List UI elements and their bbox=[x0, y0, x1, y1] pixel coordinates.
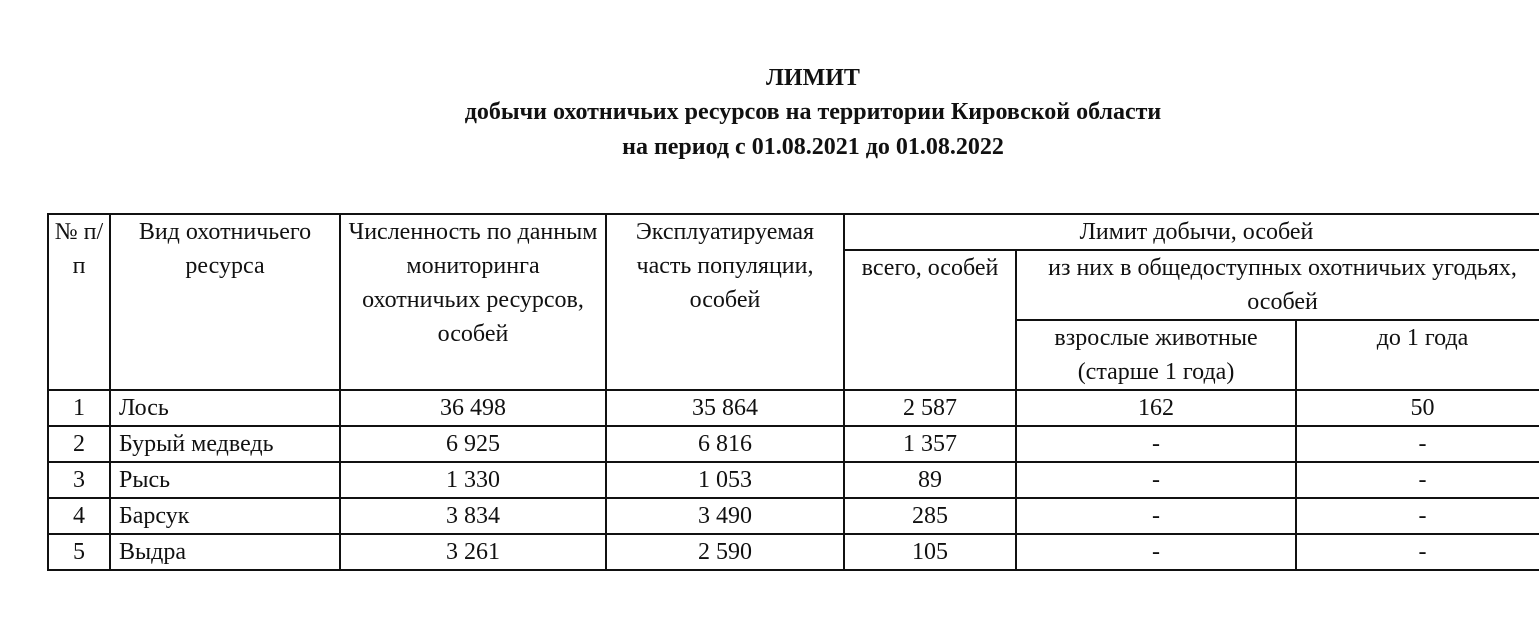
row-species: Бурый медведь bbox=[110, 426, 340, 462]
row-population: 1 330 bbox=[340, 462, 606, 498]
table-row bbox=[48, 390, 1539, 426]
header-public: из них в общедоступных охотничьих угодьях, особей bbox=[1016, 250, 1539, 320]
hunting-limits-table bbox=[47, 213, 1539, 571]
header-population: Численность по данным мониторинга охотничьих ресурсов, особей bbox=[340, 214, 606, 390]
row-species: Лось bbox=[110, 390, 340, 426]
row-total: 285 bbox=[844, 498, 1016, 534]
row-young: - bbox=[1296, 498, 1539, 534]
header-total: всего, особей bbox=[844, 250, 1016, 390]
row-young: 50 bbox=[1296, 390, 1539, 426]
row-total: 89 bbox=[844, 462, 1016, 498]
row-adults: - bbox=[1016, 534, 1296, 570]
row-population: 3 261 bbox=[340, 534, 606, 570]
row-total: 2 587 bbox=[844, 390, 1016, 426]
header-limit: Лимит добычи, особей bbox=[844, 214, 1539, 250]
table-row bbox=[48, 498, 1539, 534]
row-num: 4 bbox=[48, 498, 110, 534]
row-young: - bbox=[1296, 462, 1539, 498]
row-exploited: 3 490 bbox=[606, 498, 844, 534]
header-row-1 bbox=[48, 214, 1539, 250]
header-exploited: Эксплуатируемая часть популяции, особей bbox=[606, 214, 844, 390]
row-adults: 162 bbox=[1016, 390, 1296, 426]
row-population: 6 925 bbox=[340, 426, 606, 462]
row-population: 3 834 bbox=[340, 498, 606, 534]
row-adults: - bbox=[1016, 426, 1296, 462]
row-num: 2 bbox=[48, 426, 110, 462]
row-young: - bbox=[1296, 534, 1539, 570]
row-exploited: 35 864 bbox=[606, 390, 844, 426]
row-species: Рысь bbox=[110, 462, 340, 498]
row-exploited: 1 053 bbox=[606, 462, 844, 498]
table-row bbox=[48, 534, 1539, 570]
row-total: 105 bbox=[844, 534, 1016, 570]
row-exploited: 6 816 bbox=[606, 426, 844, 462]
row-num: 5 bbox=[48, 534, 110, 570]
row-exploited: 2 590 bbox=[606, 534, 844, 570]
row-num: 3 bbox=[48, 462, 110, 498]
document-title: ЛИМИТ bbox=[766, 65, 860, 91]
document-period: на период с 01.08.2021 до 01.08.2022 bbox=[622, 134, 1004, 160]
table-row bbox=[48, 462, 1539, 498]
header-num: № п/п bbox=[48, 214, 110, 390]
document-subtitle: добычи охотничьих ресурсов на территории Кировской области bbox=[464, 99, 1162, 125]
header-young: до 1 года bbox=[1296, 320, 1539, 390]
row-young: - bbox=[1296, 426, 1539, 462]
row-species: Барсук bbox=[110, 498, 340, 534]
row-adults: - bbox=[1016, 498, 1296, 534]
row-adults: - bbox=[1016, 462, 1296, 498]
header-species: Вид охотничьего ресурса bbox=[110, 214, 340, 390]
row-total: 1 357 bbox=[844, 426, 1016, 462]
header-adults: взрослые животные (старше 1 года) bbox=[1016, 320, 1296, 390]
table-row bbox=[48, 426, 1539, 462]
row-species: Выдра bbox=[110, 534, 340, 570]
row-population: 36 498 bbox=[340, 390, 606, 426]
row-num: 1 bbox=[48, 390, 110, 426]
